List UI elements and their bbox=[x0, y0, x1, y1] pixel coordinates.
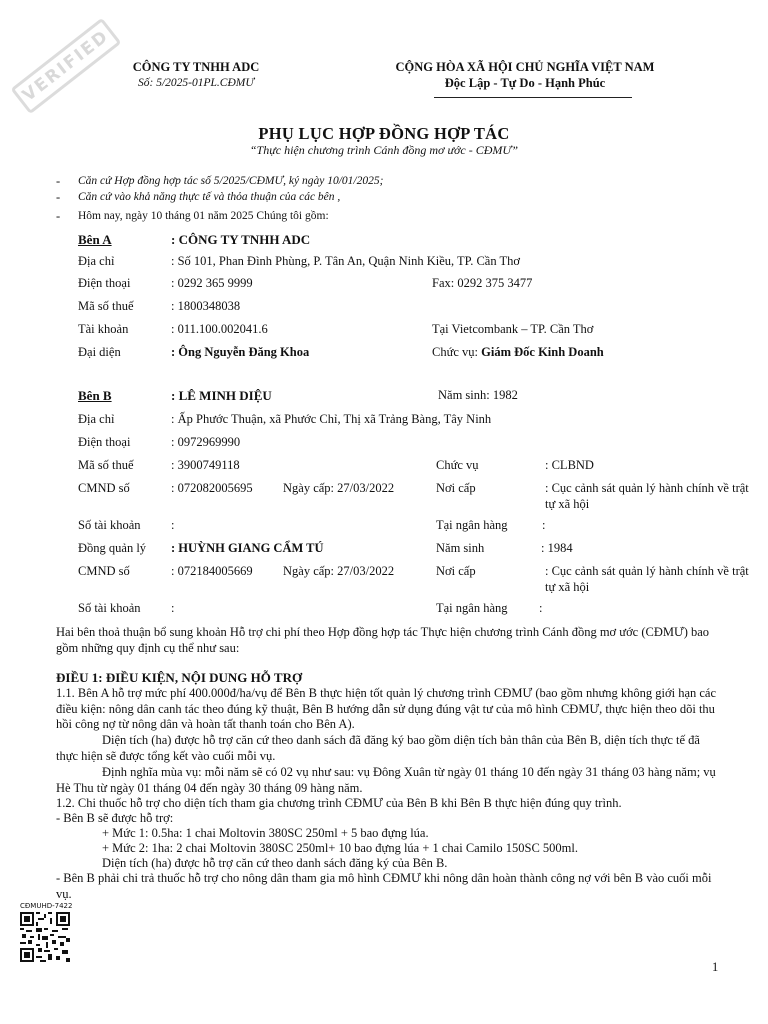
party-a-position bbox=[432, 345, 604, 361]
page-number: 1 bbox=[712, 960, 719, 974]
bullet-dash: - bbox=[56, 174, 61, 188]
party-b-heading: Bên B bbox=[78, 388, 112, 403]
verified-stamp: VERIFIED bbox=[10, 18, 121, 115]
field-label: Số tài khoản bbox=[78, 601, 141, 615]
article-1-area: Diện tích (ha) được hỗ trợ căn cứ theo danh sách đã đăng ký bao gồm diện tích bản thân của Bên B, diện tích thực tế đã thực hiện sẽ được tổng kết vào cuối mỗi vụ. bbox=[56, 733, 700, 763]
party-a-address: : Số 101, Phan Đình Phùng, P. Tân An, Quận Ninh Kiều, TP. Cần Thơ bbox=[171, 254, 520, 268]
party-a-fax: Fax: 0292 375 3477 bbox=[432, 276, 533, 290]
article-1-heading: ĐIỀU 1: ĐIỀU KIỆN, NỘI DUNG HỖ TRỢ bbox=[56, 670, 303, 685]
co-manager-name: : HUỲNH GIANG CẨM TÚ bbox=[171, 541, 324, 555]
party-a-phone: : 0292 365 9999 bbox=[171, 276, 253, 290]
party-a-tax: : 1800348038 bbox=[171, 299, 241, 313]
party-a-representative: : Ông Nguyễn Đăng Khoa bbox=[171, 345, 310, 359]
co-manager-account: : bbox=[171, 601, 175, 615]
field-label: Địa chỉ bbox=[78, 412, 115, 426]
field-label: Điện thoại bbox=[78, 276, 131, 290]
party-b-id: : 072082005695 bbox=[171, 481, 253, 495]
party-b-issue-place: : Cục cảnh sát quản lý hành chính về trật tự xã hội bbox=[545, 481, 749, 511]
support-level-1: + Mức 1: 0.5ha: 1 chai Moltovin 380SC 250ml + 5 bao đựng lúa. bbox=[102, 826, 429, 840]
party-a-name: : CÔNG TY TNHH ADC bbox=[171, 232, 311, 247]
preamble-line-1: Căn cứ Hợp đồng hợp tác số 5/2025/CĐMƯ, ký ngày 10/01/2025; bbox=[78, 175, 384, 187]
field-label: Đại diện bbox=[78, 345, 121, 359]
party-b-id-date: Ngày cấp: 27/03/2022 bbox=[283, 481, 395, 495]
party-b-phone: : 0972969990 bbox=[171, 435, 241, 449]
co-manager-issue-place: : Cục cảnh sát quản lý hành chính về trật tự xã hội bbox=[545, 564, 749, 594]
field-label: CMND số bbox=[78, 564, 130, 578]
party-b-account: : bbox=[171, 518, 175, 532]
article-1-payment: - Bên B phải chi trả thuốc hỗ trợ cho nông dân tham gia mô hình CĐMƯ khi nông dân hoàn thành công nợ với bên B vào cuối mỗi vụ. bbox=[56, 871, 712, 901]
document-title: PHỤ LỤC HỢP ĐỒNG HỢP TÁC bbox=[258, 124, 510, 143]
field-label: Mã số thuế bbox=[78, 458, 134, 472]
article-1-season: Định nghĩa mùa vụ: mỗi năm sẽ có 02 vụ như sau: vụ Đông Xuân từ ngày 01 tháng 10 đến ngày 31 tháng 03 hàng năm; vụ Hè Thu từ ngày 01 tháng 04 đến ngày 30 tháng 09 hàng năm. bbox=[56, 765, 716, 795]
co-manager-bank: : bbox=[539, 601, 543, 615]
document-subtitle: “Thực hiện chương trình Cánh đồng mơ ước - CĐMƯ” bbox=[249, 143, 519, 157]
field-label: Tại ngân hàng bbox=[436, 518, 508, 532]
party-b-bank: : bbox=[542, 518, 546, 532]
field-label: Số tài khoản bbox=[78, 518, 141, 532]
article-1-2: 1.2. Chi thuốc hỗ trợ cho diện tích tham gia chương trình CĐMƯ của Bên B khi Bên B thực hiện đúng quy trình. bbox=[56, 796, 622, 810]
field-label: Năm sinh bbox=[436, 541, 485, 555]
national-motto: Độc Lập - Tự Do - Hạnh Phúc bbox=[444, 76, 606, 90]
qr-code-icon bbox=[20, 912, 70, 962]
field-label: Nơi cấp bbox=[436, 564, 476, 578]
header-divider bbox=[434, 97, 632, 98]
field-label: Địa chỉ bbox=[78, 254, 115, 268]
field-label: Chức vụ bbox=[436, 458, 479, 472]
article-1-support-intro: - Bên B sẽ được hỗ trợ: bbox=[56, 811, 174, 825]
preamble-line-3: Hôm nay, ngày 10 tháng 01 năm 2025 Chúng tôi gồm: bbox=[78, 210, 329, 222]
party-a-account: : 011.100.002041.6 bbox=[171, 322, 268, 336]
party-a-heading: Bên A bbox=[78, 232, 112, 247]
field-label: Đồng quản lý bbox=[78, 541, 147, 555]
field-label: Mã số thuế bbox=[78, 299, 134, 313]
party-a-bank: Tại Vietcombank – TP. Cần Thơ bbox=[432, 322, 594, 336]
support-area-note: Diện tích (ha) được hỗ trợ căn cứ theo danh sách đăng ký của Bên B. bbox=[102, 856, 448, 870]
document-number: Số: 5/2025-01PL.CĐMƯ bbox=[138, 77, 254, 89]
field-label: Chức vụ: bbox=[432, 345, 482, 359]
field-label: Tài khoản bbox=[78, 322, 129, 336]
agreement-text: Hai bên thoả thuận bổ sung khoản Hỗ trợ chi phí theo Hợp đồng hợp tác Thực hiện chương trình Cánh đồng mơ ước (CĐMƯ) bao gồm những quy định cụ thể như sau: bbox=[56, 625, 710, 655]
co-manager-id-date: Ngày cấp: 27/03/2022 bbox=[283, 564, 395, 578]
company-name: CÔNG TY TNHH ADC bbox=[132, 60, 260, 74]
support-level-2: + Mức 2: 1ha: 2 chai Moltovin 380SC 250ml+ 10 bao đựng lúa + 1 chai Camilo 150SC 500ml. bbox=[102, 841, 578, 855]
party-b-name: : LÊ MINH DIỆU bbox=[171, 388, 272, 403]
article-1-1: 1.1. Bên A hỗ trợ mức phí 400.000đ/ha/vụ để Bên B thực hiện tốt quản lý chương trình CĐMƯ (bao gồm nhưng không giới hạn các điều kiện: nông dân canh tác theo đúng kỹ thuật, Bên B hướng dẫn sử dụng đúng vật tư của mô hình CĐMƯ, thực hiện theo dõi thu hồi công nợ từ nông dân và hoàn tất thanh toán cho Bên A). bbox=[56, 686, 717, 732]
co-manager-id: : 072184005669 bbox=[171, 564, 253, 578]
republic-heading: CỘNG HÒA XÃ HỘI CHỦ NGHĨA VIỆT NAM bbox=[395, 60, 655, 74]
bullet-dash: - bbox=[56, 209, 61, 223]
party-a-position-value: Giám Đốc Kinh Doanh bbox=[481, 345, 604, 359]
field-label: Điện thoại bbox=[78, 435, 131, 449]
party-b-position: : CLBND bbox=[545, 458, 594, 472]
field-label: CMND số bbox=[78, 481, 130, 495]
party-b-tax: : 3900749118 bbox=[171, 458, 240, 472]
party-b-address: : Ấp Phước Thuận, xã Phước Chỉ, Thị xã Trảng Bàng, Tây Ninh bbox=[171, 412, 492, 426]
field-label: Tại ngân hàng bbox=[436, 601, 508, 615]
field-label: Nơi cấp bbox=[436, 481, 476, 495]
document-code: CĐMUHD-7422 bbox=[20, 902, 73, 910]
co-manager-birth: : 1984 bbox=[541, 541, 573, 555]
preamble-line-2: Căn cứ vào khả năng thực tế và thỏa thuận của các bên , bbox=[78, 191, 341, 203]
bullet-dash: - bbox=[56, 190, 61, 204]
party-b-birth: Năm sinh: 1982 bbox=[438, 388, 518, 402]
